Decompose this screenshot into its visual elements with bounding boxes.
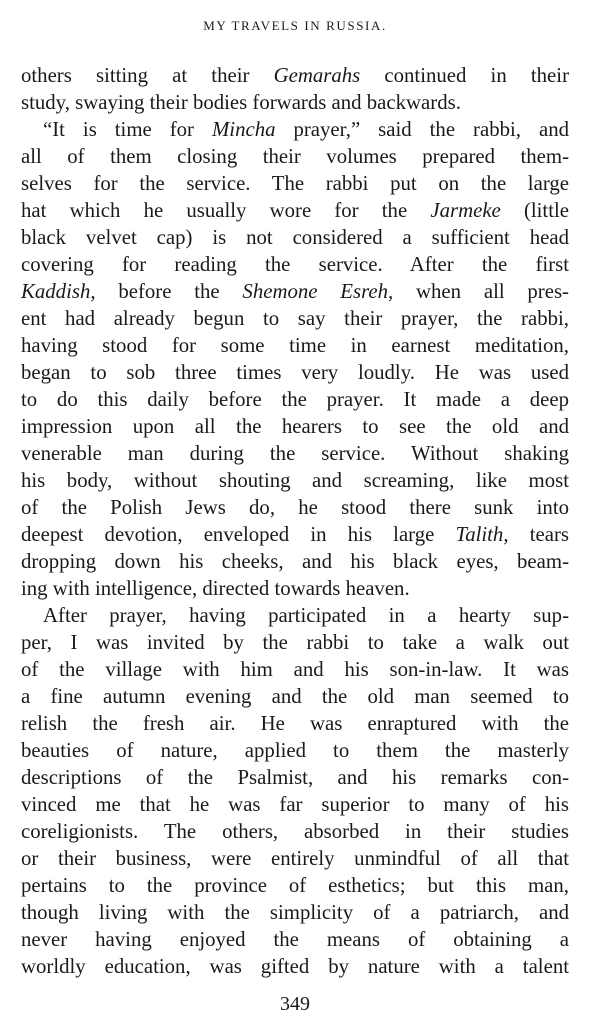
text-line — [21, 899, 569, 926]
text-run: hat which he usually wore for the — [21, 199, 431, 222]
text-line — [21, 764, 569, 791]
text-line — [21, 224, 569, 251]
text-line — [21, 683, 569, 710]
text-run: of the Polish Jews do, he stood there sunk into — [21, 496, 569, 519]
text-run: study, swaying their bodies forwards and backwards. — [21, 91, 461, 114]
text-run: others sitting at their — [21, 64, 274, 87]
text-run: when all pres- — [393, 280, 569, 303]
text-run: coreligionists. The others, absorbed in their studies — [21, 820, 569, 843]
text-run: selves for the service. The rabbi put on the large — [21, 172, 569, 195]
text-line — [21, 413, 569, 440]
text-run: began to sob three times very loudly. He was used — [21, 361, 569, 384]
body-text — [21, 62, 569, 980]
text-run: his body, without shouting and screaming, like most — [21, 469, 569, 492]
text-run: descriptions of the Psalmist, and his remarks con- — [21, 766, 569, 789]
text-line — [21, 953, 569, 980]
text-run: deepest devotion, enveloped in his large — [21, 523, 456, 546]
text-line — [21, 386, 569, 413]
text-line — [21, 305, 569, 332]
text-line — [21, 602, 569, 629]
italic-term: Gemarahs — [273, 64, 361, 87]
text-run: beauties of nature, applied to them the masterly — [21, 739, 569, 762]
text-line — [21, 170, 569, 197]
text-line — [21, 845, 569, 872]
text-run: prayer,” said the rabbi, and — [275, 118, 569, 141]
text-run: dropping down his cheeks, and his black eyes, beam- — [21, 550, 569, 573]
text-run: a fine autumn evening and the old man seemed to — [21, 685, 569, 708]
text-run: before the — [95, 280, 243, 303]
text-run: venerable man during the service. Without shaking — [21, 442, 569, 465]
text-line — [21, 359, 569, 386]
text-line — [21, 197, 569, 224]
text-run: never having enjoyed the means of obtaining a — [21, 928, 569, 951]
text-line — [21, 872, 569, 899]
text-line — [21, 791, 569, 818]
text-line — [21, 710, 569, 737]
text-line — [21, 575, 569, 602]
text-line — [21, 278, 569, 305]
text-run: though living with the simplicity of a patriarch, and — [21, 901, 569, 924]
text-run: worldly education, was gifted by nature with a talent — [21, 955, 569, 978]
text-line — [21, 548, 569, 575]
text-line — [21, 656, 569, 683]
text-line — [21, 143, 569, 170]
italic-term: Shemone Esreh, — [242, 280, 394, 303]
text-run: or their business, were entirely unmindful of all that — [21, 847, 569, 870]
italic-term: Kaddish, — [21, 280, 96, 303]
italic-term: Talith, — [455, 523, 509, 546]
text-run: After prayer, having participated in a hearty sup- — [43, 604, 569, 627]
text-run: ent had already begun to say their prayer, the rabbi, — [21, 307, 569, 330]
text-run: per, I was invited by the rabbi to take a walk out — [21, 631, 569, 654]
text-run: of the village with him and his son-in-law. It was — [21, 658, 569, 681]
text-line — [21, 926, 569, 953]
text-run: (little — [500, 199, 569, 222]
text-run: having stood for some time in earnest meditation, — [21, 334, 569, 357]
text-line — [21, 629, 569, 656]
text-line — [21, 116, 569, 143]
text-line — [21, 467, 569, 494]
italic-term: Mincha — [211, 118, 276, 141]
text-run: impression upon all the hearers to see the old and — [21, 415, 569, 438]
text-line — [21, 440, 569, 467]
running-head: MY TRAVELS IN RUSSIA. — [203, 18, 387, 33]
text-run: all of them closing their volumes prepared them- — [21, 145, 569, 168]
text-line — [21, 89, 569, 116]
text-run: ing with intelligence, directed towards heaven. — [21, 577, 410, 600]
text-run: continued in their — [360, 64, 569, 87]
text-line — [21, 737, 569, 764]
text-line — [21, 818, 569, 845]
text-run: black velvet cap) is not considered a sufficient head — [21, 226, 569, 249]
page-number: 349 — [280, 993, 310, 1015]
text-run: vinced me that he was far superior to many of his — [21, 793, 569, 816]
text-run: covering for reading the service. After the first — [21, 253, 569, 276]
text-run: pertains to the province of esthetics; but this man, — [21, 874, 569, 897]
text-line — [21, 494, 569, 521]
text-run: “It is time for — [43, 118, 212, 141]
text-line — [21, 62, 569, 89]
text-line — [21, 251, 569, 278]
text-run: to do this daily before the prayer. It made a deep — [21, 388, 569, 411]
text-line — [21, 332, 569, 359]
text-run: tears — [508, 523, 569, 546]
italic-term: Jarmeke — [430, 199, 501, 222]
text-run: relish the fresh air. He was enraptured with the — [21, 712, 569, 735]
text-line — [21, 521, 569, 548]
